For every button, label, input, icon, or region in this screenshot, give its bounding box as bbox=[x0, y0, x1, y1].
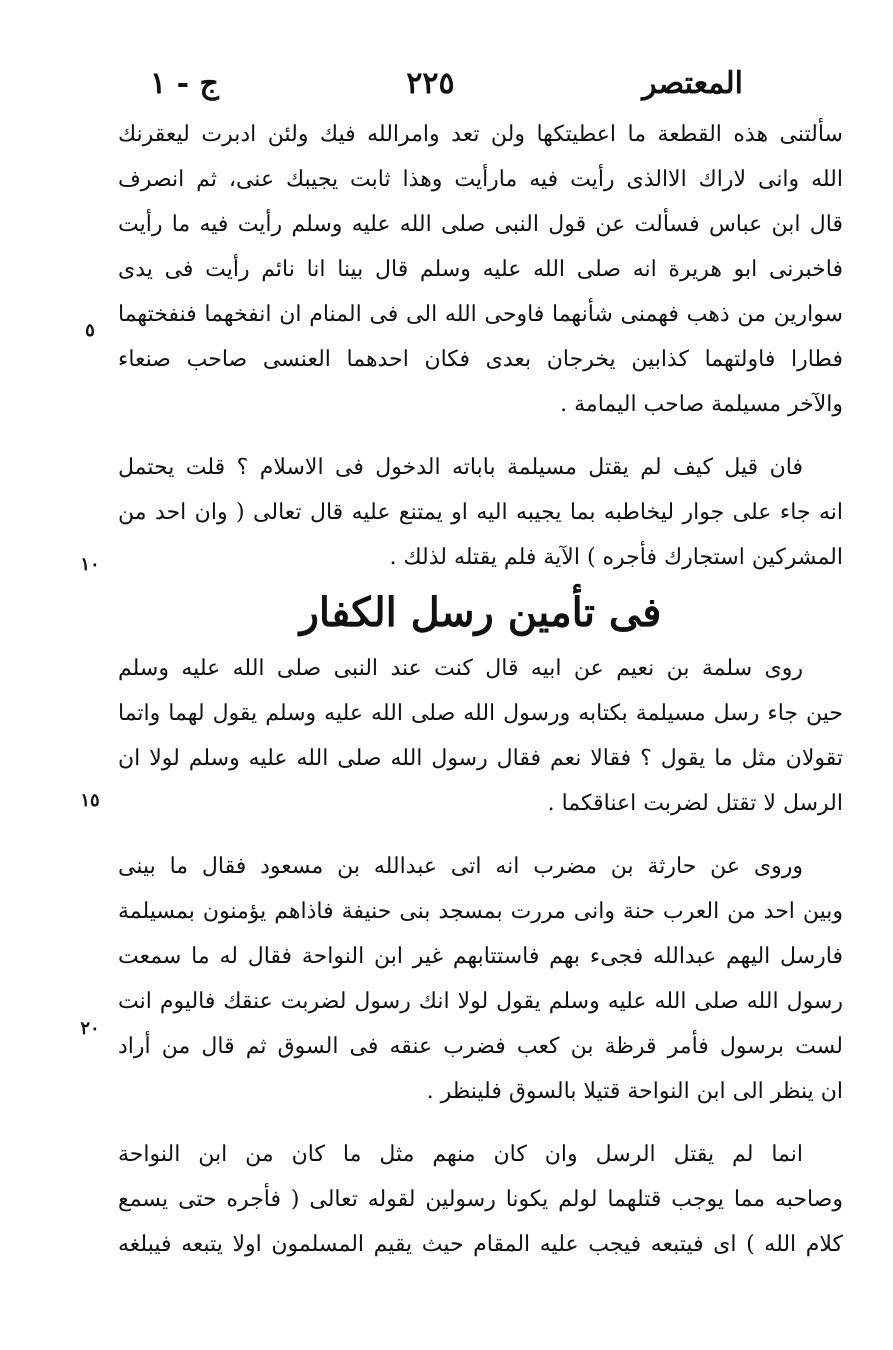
page-number: ٢٢٥ bbox=[406, 65, 455, 101]
text-line: رسول الله صلى الله عليه وسلم يقول لولا انك رسول لضربت عنقك فاليوم انت bbox=[118, 989, 843, 1014]
margin-line-number: ٢٠ bbox=[80, 1018, 100, 1039]
volume-label: ج - ١ bbox=[150, 65, 219, 101]
section-heading: فى تأمين رسل الكفار bbox=[299, 589, 662, 636]
text-line: فارسل اليهم عبدالله فجىء بهم فاستتابهم غير ابن النواحة فقال له ما سمعت bbox=[118, 944, 843, 969]
text-line: روى سلمة بن نعيم عن ابيه قال كنت عند النبى صلى الله عليه وسلم bbox=[118, 656, 803, 681]
margin-line-number: ١٥ bbox=[80, 790, 100, 811]
text-line: لست برسول فأمر قرظة بن كعب فضرب عنقه فى السوق ثم قال من أراد bbox=[118, 1034, 843, 1059]
text-line: فاخبرنى ابو هريرة انه صلى الله عليه وسلم قال بينا انا نائم رأيت فى يدى bbox=[118, 257, 843, 282]
margin-line-number: ٥ bbox=[85, 320, 95, 341]
main-text bbox=[118, 112, 843, 1267]
text-line: المشركين استجارك فأجره ) الآية فلم يقتله لذلك . bbox=[389, 545, 843, 570]
running-title: المعتصر bbox=[642, 65, 743, 101]
paragraph bbox=[118, 445, 843, 580]
text-line: فطارا فاولتهما كذابين يخرجان بعدى فكان احدهما العنسى صاحب صنعاء bbox=[118, 347, 843, 372]
text-line: وصاحبه مما يوجب قتلهما لولم يكونا رسولين لقوله تعالى ( فأجره حتى يسمع bbox=[118, 1187, 843, 1212]
text-line: وروى عن حارثة بن مضرب انه اتى عبدالله بن مسعود فقال ما بينى bbox=[118, 854, 803, 879]
text-line: الله وانى لاراك الاالذى رأيت فيه مارأيت وهذا ثابت يجيبك عنى، ثم انصرف bbox=[118, 167, 843, 192]
text-line: قال ابن عباس فسألت عن قول النبى صلى الله عليه وسلم رأيت فيه ما رأيت bbox=[118, 212, 843, 237]
text-line: حين جاء رسل مسيلمة بكتابه ورسول الله صلى الله عليه وسلم يقول لهما واتما bbox=[118, 701, 843, 726]
text-line: والآخر مسيلمة صاحب اليمامة . bbox=[560, 392, 843, 417]
text-line: ان ينظر الى ابن النواحة قتيلا بالسوق فلينظر . bbox=[426, 1079, 843, 1104]
paragraph bbox=[118, 646, 843, 826]
text-line: فان قيل كيف لم يقتل مسيلمة باباته الدخول فى الاسلام ؟ قلت يحتمل bbox=[118, 455, 803, 480]
text-line: انه جاء على جوار ليخاطبه بما يجيبه اليه او يمتنع عليه قال تعالى ( وان احد من bbox=[118, 500, 843, 525]
text-line: كلام الله ) اى فيتبعه فيجب عليه المقام حيث يقيم المسلمون اولا يتبعه فيبلغه bbox=[118, 1232, 843, 1257]
text-line: سوارين من ذهب فهمنى شأنهما فاوحى الله الى فى المنام ان انفخهما فنفختهما bbox=[118, 302, 843, 327]
text-line: انما لم يقتل الرسل وان كان منهم مثل ما كان من ابن النواحة bbox=[118, 1142, 803, 1167]
text-line: وبين احد من العرب حنة وانى مررت بمسجد بنى حنيفة فاذاهم يؤمنون بمسيلمة bbox=[118, 899, 843, 924]
paragraph bbox=[118, 112, 843, 427]
paragraph bbox=[118, 1132, 843, 1267]
paragraph bbox=[118, 844, 843, 1114]
page-header bbox=[150, 58, 743, 108]
text-line: تقولان مثل ما يقول ؟ فقالا نعم فقال رسول الله صلى الله عليه وسلم لولا ان bbox=[118, 746, 843, 771]
text-line: سألتنى هذه القطعة ما اعطيتكها ولن تعد وامرالله فيك ولئن ادبرت ليعقرنك bbox=[118, 122, 843, 147]
text-line: الرسل لا تقتل لضربت اعناقكما . bbox=[547, 791, 843, 816]
margin-line-number: ١٠ bbox=[80, 554, 100, 575]
